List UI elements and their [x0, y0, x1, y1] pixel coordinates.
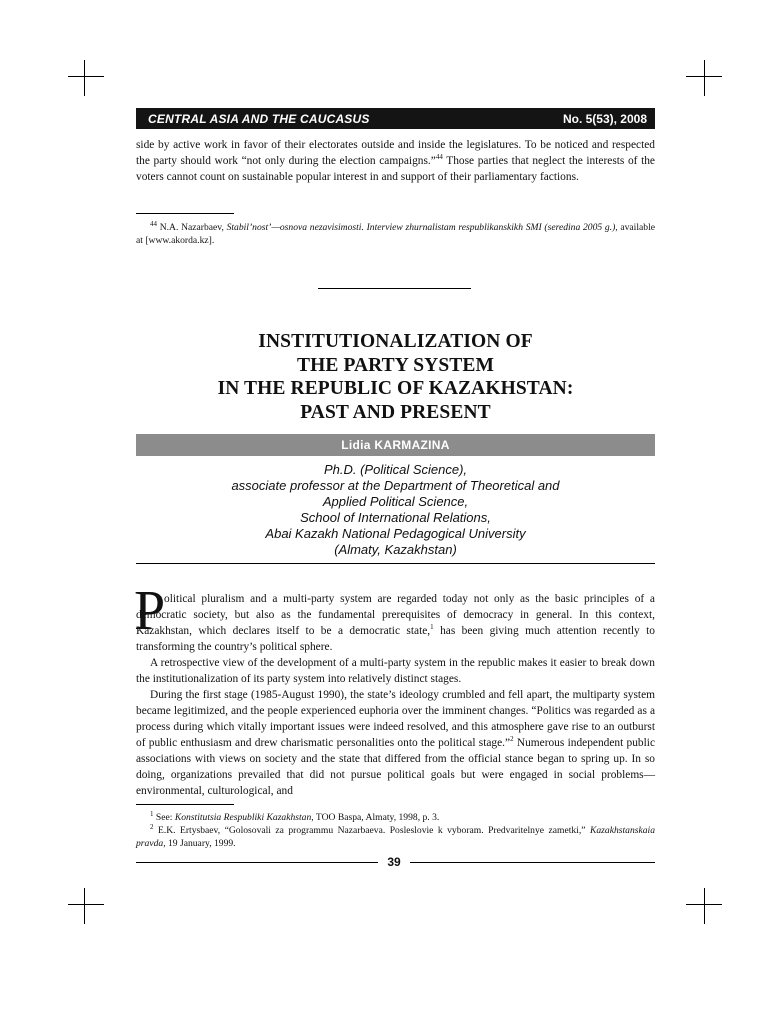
- article-separator: [318, 288, 471, 289]
- affiliation-rule: [136, 563, 655, 564]
- article-title: INSTITUTIONALIZATION OF THE PARTY SYSTEM IN THE REPUBLIC OF KAZAKHSTAN: PAST AND PRESENT: [217, 331, 574, 423]
- body-paragraph-2: A retrospective view of the development of a multi-party system in the republic makes it easier to break down the institutionalization of its party system into relatively distinct stages.: [136, 657, 655, 685]
- issue-number: No. 5(53), 2008: [562, 111, 647, 126]
- drop-cap: P: [134, 580, 166, 642]
- journal-name: CENTRAL ASIA AND THE CAUCASUS: [148, 111, 370, 126]
- footer-rule-left: [136, 862, 378, 863]
- intro-paragraph: side by active work in favor of their electorates outside and inside the legislatures. To be noticed and respected the party should work “not only during the election campaigns.”$^{44}$ Those parties that neglect the interests of the voters cannot count on sustainable popular interest in and support of their parliamentary factions.: [136, 139, 655, 183]
- author-affiliation: Ph.D. (Political Science), associate professor at the Department of Theoretical and Applied Political Science, School of International Relations, Abai Kazakh National Pedagogical University (Almaty, Kazakhstan): [231, 462, 560, 557]
- footnote-1: $^1$ See: Konstitutsia Respubliki Kazakhstan, TOO Baspa, Almaty, 1998, p. 3.: [150, 809, 440, 823]
- running-header: [136, 108, 655, 129]
- footnote-ref-2: 2: [510, 735, 514, 744]
- footnote-rule-bottom: [136, 804, 234, 805]
- footnote-44: $^{44}$ N.A. Nazarbaev, Stabil’nost’—osnova nezavisimosti. Interview zhurnalistam respublikanskikh SMI (seredina 2005 g.), available at [www.akorda.kz].: [136, 219, 655, 246]
- footnote-ref-1: 1: [430, 623, 434, 632]
- body-paragraph-1: olitical pluralism and a multi-party system are regarded today not only as the basic principles of a democratic society, but also as the fundamental prerequisites of democracy in general. In this context, Kazakhstan, which declares itself to be a democratic state,$^1$ has been giving much attention recently to transforming the country’s political sphere.: [136, 593, 656, 653]
- footnote-ref-44: 44: [435, 153, 443, 162]
- author-name: Lidia KARMAZINA: [136, 434, 655, 456]
- footnote-rule-top: [136, 213, 234, 214]
- footnote-2: $^2$ E.K. Ertysbaev, “Golosovali za programmu Nazarbaeva. Posleslovie k vyboram. Predvaritelnye zametki,” Kazakhstanskaia pravda, 19 January, 1999.: [136, 822, 655, 849]
- footer-rule-right: [410, 862, 655, 863]
- page-number: 39: [387, 855, 401, 869]
- body-paragraph-3: During the first stage (1985-August 1990), the state’s ideology crumbled and fell apart, the multiparty system became legitimized, and the people experienced euphoria over the imminent changes. “Politics was regarded as a process during which vitally important issues were indeed resolved, and this atmosphere gave rise to an outburst of public enthusiasm and drew charismatic personalities onto the political stage.”$^2$ Numerous independent public associations with views on society and the state that differed from the official stance began to spring up. In so doing, organizations prevailed that did not pursue political goals but were engaged in social problems—environmental, culturological, and: [136, 689, 656, 797]
